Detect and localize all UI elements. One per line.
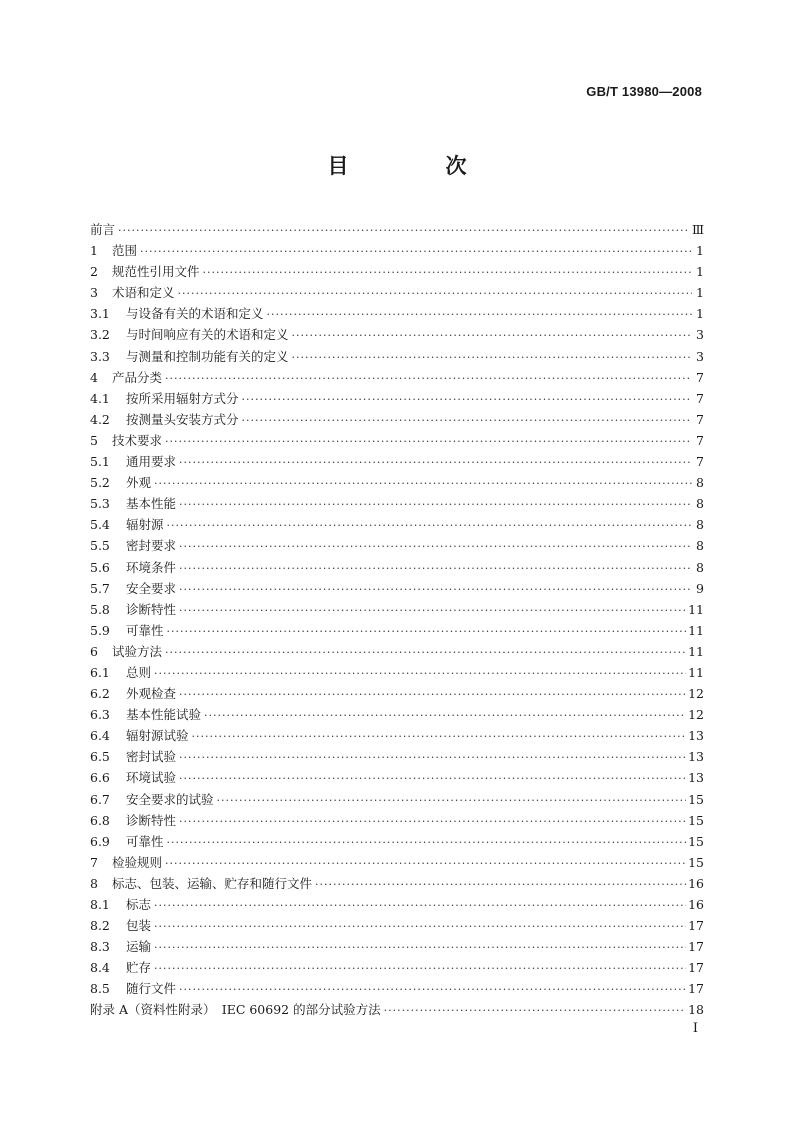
toc-entry-page: 3 [696, 327, 704, 343]
dot-leader [292, 346, 692, 367]
toc-entry[interactable] [90, 915, 704, 936]
dot-leader [242, 388, 692, 409]
toc-entry-number: 8.3 [90, 939, 110, 955]
toc-entry-label: 按所采用辐射方式分 [126, 390, 239, 406]
toc-entry[interactable] [90, 599, 704, 620]
dot-leader [179, 810, 686, 831]
toc-entry[interactable] [90, 472, 704, 493]
toc-entry-number: 6.3 [90, 707, 110, 723]
toc-entry-label: 试验方法 [112, 643, 163, 659]
toc-entry-label: 安全要求 [126, 580, 177, 596]
toc-entry-page: 13 [688, 749, 704, 765]
toc-entry-number: 1 [90, 243, 98, 259]
dot-leader [165, 641, 686, 662]
toc-entry-label: 范围 [112, 243, 138, 259]
toc-entry[interactable] [90, 514, 704, 535]
toc-entry-number: 3.1 [90, 306, 110, 322]
toc-entry-page: 3 [696, 348, 704, 364]
toc-entry[interactable] [90, 303, 704, 324]
toc-entry-label: 技术要求 [112, 432, 163, 448]
toc-entry-page: 12 [688, 686, 704, 702]
toc-entry-number: 5 [90, 432, 98, 448]
toc-entry-page: 16 [688, 897, 704, 912]
toc-entry-page: 11 [688, 622, 704, 638]
toc-entry-page: 8 [696, 559, 704, 575]
toc-entry-label: 诊断特性 [126, 601, 177, 617]
toc-entry-page: 12 [688, 707, 704, 723]
toc-entry-page: 13 [688, 728, 704, 744]
toc-entry-page: 7 [696, 369, 704, 385]
dot-leader [165, 852, 686, 873]
toc-entry-page: Ⅲ [691, 222, 704, 237]
dot-leader [167, 514, 692, 535]
dot-leader [140, 240, 692, 261]
toc-entry-page: 18 [688, 1002, 704, 1018]
toc-entry[interactable] [90, 767, 704, 788]
toc-entry-label: 包装 [126, 918, 152, 934]
toc-entry[interactable] [90, 557, 704, 578]
toc-entry-label: 与设备有关的术语和定义 [126, 306, 264, 322]
dot-leader [179, 535, 692, 556]
toc-entry-label: 外观检查 [126, 686, 177, 702]
toc-entry-label: 密封要求 [126, 538, 177, 554]
toc-entry-number: 4.2 [90, 411, 110, 427]
toc-entry-page: 17 [688, 960, 704, 976]
dot-leader [217, 789, 687, 810]
toc-entry-label: 环境试验 [126, 770, 177, 786]
toc-entry-number: 8.5 [90, 981, 110, 997]
toc-entry-number: 6.1 [90, 664, 110, 680]
dot-leader [292, 324, 692, 345]
toc-entry[interactable] [90, 409, 704, 430]
dot-leader [154, 894, 686, 915]
toc-entry[interactable] [90, 641, 704, 662]
toc-entry-label: 运输 [126, 939, 152, 955]
toc-entry-label: 术语和定义 [112, 285, 175, 301]
toc-entry[interactable] [90, 388, 704, 409]
toc-entry-number: 6.8 [90, 812, 110, 828]
toc-entry[interactable] [90, 704, 704, 725]
toc-entry-page: 15 [688, 791, 704, 807]
toc-entry-label: 密封试验 [126, 749, 177, 765]
toc-entry[interactable] [90, 282, 704, 303]
toc-entry[interactable] [90, 662, 704, 683]
toc-entry-number: 5.4 [90, 517, 110, 533]
toc-entry[interactable] [90, 978, 704, 999]
toc-entry[interactable] [90, 578, 704, 599]
dot-leader [179, 578, 692, 599]
toc-entry-number: 5.3 [90, 496, 110, 512]
toc-entry-page: 7 [696, 411, 704, 427]
dot-leader [154, 472, 692, 493]
toc-entry[interactable] [90, 430, 704, 451]
toc-entry[interactable] [90, 789, 704, 810]
toc-entry-label: 外观 [126, 475, 152, 491]
toc-entry-label: 辐射源 [126, 517, 164, 533]
dot-leader [179, 599, 686, 620]
toc-entry-page: 17 [688, 918, 704, 934]
toc-entry-page: 8 [696, 517, 704, 533]
toc-entry[interactable] [90, 324, 704, 345]
toc-entry-page: 16 [688, 875, 704, 891]
toc-entry-page: 8 [696, 496, 704, 512]
dot-leader [179, 683, 686, 704]
toc-entry-number: 3.3 [90, 348, 110, 364]
dot-leader [179, 978, 686, 999]
toc-entry[interactable] [90, 831, 704, 852]
dot-leader [167, 620, 687, 641]
toc-entry[interactable] [90, 493, 704, 514]
dot-leader [154, 936, 686, 957]
toc-entry-label: 附录 A（资料性附录） IEC 60692 的部分试验方法 [90, 1002, 381, 1018]
toc-entry-number: 8.2 [90, 918, 110, 934]
toc-entry-label: 按测量头安装方式分 [126, 411, 239, 427]
toc-entry[interactable] [90, 852, 704, 873]
toc-entry[interactable] [90, 894, 704, 915]
page-number: Ⅰ [692, 1021, 698, 1036]
toc-entry-number: 5.8 [90, 601, 110, 617]
toc-entry-label: 与测量和控制功能有关的定义 [126, 348, 289, 364]
toc-entry[interactable] [90, 261, 704, 282]
toc-entry-number: 3.2 [90, 327, 110, 343]
toc-entry-label: 通用要求 [126, 454, 177, 470]
dot-leader [179, 746, 686, 767]
dot-leader [154, 957, 686, 978]
toc-entry-number: 6.4 [90, 728, 110, 744]
toc-entry[interactable] [90, 240, 704, 261]
toc-entry[interactable] [90, 810, 704, 831]
toc-entry-label: 辐射源试验 [126, 728, 189, 744]
toc-entry-page: 15 [688, 854, 704, 870]
toc-entry-label: 规范性引用文件 [112, 264, 200, 280]
dot-leader [192, 725, 687, 746]
toc-entry-page: 1 [696, 243, 704, 259]
toc-entry-page: 13 [688, 770, 704, 786]
toc-entry-number: 6 [90, 643, 98, 659]
dot-leader [179, 557, 692, 578]
toc-entry-label: 可靠性 [126, 833, 164, 849]
toc-entry-label: 诊断特性 [126, 812, 177, 828]
dot-leader [204, 704, 686, 725]
dot-leader [179, 767, 686, 788]
toc-entry[interactable] [90, 957, 704, 978]
toc-entry-page: 7 [696, 390, 704, 406]
toc-entry-page: 15 [688, 833, 704, 849]
toc-entry-number: 6.5 [90, 749, 110, 765]
toc-entry-page: 7 [696, 432, 704, 448]
toc-entry[interactable] [90, 746, 704, 767]
toc-entry[interactable] [90, 683, 704, 704]
toc-entry[interactable] [90, 725, 704, 746]
dot-leader [154, 915, 686, 936]
toc-entry-number: 5.1 [90, 454, 110, 470]
toc-entry-number: 7 [90, 854, 98, 870]
toc-entry-number: 6.6 [90, 770, 110, 786]
toc-entry-number: 5.5 [90, 538, 110, 554]
toc-entry-number: 6.9 [90, 833, 110, 849]
dot-leader [203, 261, 692, 282]
toc-entry-page: 17 [688, 981, 704, 997]
toc-entry-label: 环境条件 [126, 559, 177, 575]
dot-leader [179, 493, 692, 514]
toc-entry-label: 随行文件 [126, 981, 177, 997]
toc-entry[interactable] [90, 535, 704, 556]
toc-entry-label: 标志 [126, 897, 152, 912]
toc-entry-number: 4 [90, 369, 98, 385]
toc-entry-number: 3 [90, 285, 98, 301]
toc-entry-page: 11 [688, 664, 704, 680]
toc-entry-number: 6.2 [90, 686, 110, 702]
toc-entry-number: 6.7 [90, 791, 110, 807]
toc-entry-page: 15 [688, 812, 704, 828]
toc-entry-page: 17 [688, 939, 704, 955]
dot-leader [179, 451, 692, 472]
dot-leader [242, 409, 692, 430]
toc-entry-label: 检验规则 [112, 854, 163, 870]
toc-entry-page: 1 [696, 285, 704, 301]
toc-entry-label: 安全要求的试验 [126, 791, 214, 807]
toc-entry-page: 9 [696, 580, 704, 596]
toc-entry-label: 总则 [126, 664, 152, 680]
dot-leader [118, 219, 690, 240]
toc-entry-number: 8.4 [90, 960, 110, 976]
toc-entry-number: 8.1 [90, 897, 110, 912]
toc-entry[interactable] [90, 346, 704, 367]
toc-entry-number: 5.2 [90, 475, 110, 491]
toc-entry[interactable] [90, 451, 704, 472]
page-title: 目 次 [327, 153, 505, 178]
toc-entry-number: 5.6 [90, 559, 110, 575]
dot-leader [315, 873, 686, 894]
toc-entry[interactable] [90, 936, 704, 957]
toc-entry-number: 8 [90, 875, 98, 891]
toc-entry[interactable] [90, 367, 704, 388]
toc-entry[interactable] [90, 999, 704, 1020]
dot-leader [384, 999, 687, 1020]
toc-entry-label: 产品分类 [112, 369, 163, 385]
toc-entry-page: 8 [696, 475, 704, 491]
toc-entry-page: 7 [696, 454, 704, 470]
dot-leader [165, 430, 692, 451]
toc-entry-label: 与时间响应有关的术语和定义 [126, 327, 289, 343]
toc-entry-number: 5.9 [90, 622, 110, 638]
dot-leader [267, 303, 692, 324]
dot-leader [154, 662, 686, 683]
toc-entry-label: 标志、包装、运输、贮存和随行文件 [112, 875, 313, 891]
toc-entry-label: 贮存 [126, 960, 152, 976]
toc-entry[interactable] [90, 873, 704, 894]
toc-entry-page: 1 [696, 306, 704, 322]
toc-entry-page: 11 [688, 643, 704, 659]
toc-entry-label: 可靠性 [126, 622, 164, 638]
toc-entry[interactable] [90, 620, 704, 641]
table-of-contents [90, 219, 704, 1021]
toc-entry-page: 8 [696, 538, 704, 554]
toc-entry-page: 11 [688, 601, 704, 617]
toc-entry-number: 2 [90, 264, 98, 280]
toc-entry-label: 基本性能试验 [126, 707, 202, 723]
toc-entry-label: 基本性能 [126, 496, 177, 512]
standard-code: GB/T 13980—2008 [586, 84, 702, 99]
toc-entry-number: 4.1 [90, 390, 110, 406]
toc-entry-page: 1 [696, 264, 704, 280]
toc-entry[interactable] [90, 219, 704, 240]
dot-leader [178, 282, 692, 303]
toc-entry-label: 前言 [90, 222, 116, 237]
dot-leader [165, 367, 692, 388]
dot-leader [167, 831, 687, 852]
toc-entry-number: 5.7 [90, 580, 110, 596]
